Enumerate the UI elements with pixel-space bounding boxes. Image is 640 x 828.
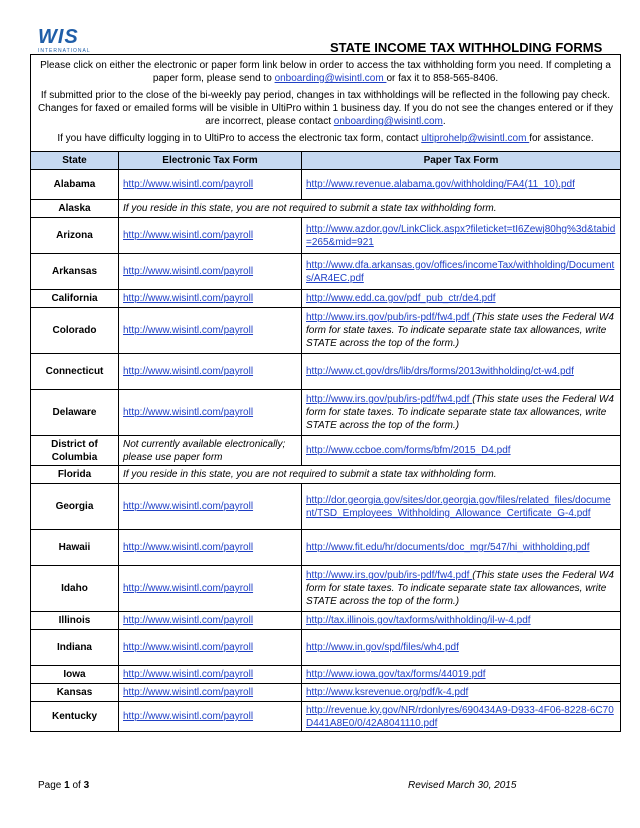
paper-form-cell bbox=[302, 390, 621, 436]
table-row bbox=[31, 436, 621, 466]
federal-w4-note: (This state uses the Federal W4 form for state taxes. To indicate separate state tax allowances, write STATE across the top of the form.) bbox=[306, 312, 614, 349]
electronic-form-link[interactable]: http://www.wisintl.com/payroll bbox=[123, 366, 254, 377]
paper-form-cell bbox=[302, 354, 621, 390]
paper-form-cell bbox=[302, 218, 621, 254]
state-name: Arizona bbox=[31, 218, 119, 254]
paper-form-cell bbox=[302, 530, 621, 566]
paper-form-cell bbox=[302, 630, 621, 666]
onboarding-email-link-2[interactable]: onboarding@wisintl.com bbox=[333, 116, 443, 127]
electronic-form-cell bbox=[119, 612, 302, 630]
electronic-form-cell bbox=[119, 290, 302, 308]
table-row bbox=[31, 530, 621, 566]
state-name: Iowa bbox=[31, 666, 119, 684]
state-name: Alabama bbox=[31, 170, 119, 200]
intro-paragraph-2: If submitted prior to the close of the bi-weekly pay period, changes in tax withholdings will be reflected in the following pay check. Changes for faxed or emailed forms will be visible in UltiPro within 1 business day. If you do not see the changes entered or if they are incorrect, please contact onboarding@wisintl.com. bbox=[37, 90, 614, 127]
electronic-form-link[interactable]: http://www.wisintl.com/payroll bbox=[123, 293, 254, 304]
electronic-form-cell bbox=[119, 308, 302, 354]
intro-paragraph-3: If you have difficulty logging in to UltiPro to access the electronic tax form, contact ultiprohelp@wisintl.com for assistance. bbox=[57, 133, 594, 144]
table-row bbox=[31, 290, 621, 308]
paper-form-cell bbox=[302, 612, 621, 630]
paper-form-link[interactable]: http://www.fit.edu/hr/documents/doc_mgr/547/hi_withholding.pdf bbox=[306, 542, 590, 553]
paper-form-link[interactable]: http://dor.georgia.gov/sites/dor.georgia.gov/files/related_files/document/TSD_Employees_Withholding_Allowance_Certificate_G-4.pdf bbox=[306, 494, 611, 519]
electronic-form-link[interactable]: http://www.wisintl.com/payroll bbox=[123, 669, 254, 680]
state-name: Hawaii bbox=[31, 530, 119, 566]
paper-form-cell bbox=[302, 308, 621, 354]
no-form-required-note: If you reside in this state, you are not required to submit a state tax withholding form. bbox=[119, 466, 621, 484]
table-row bbox=[31, 666, 621, 684]
paper-form-cell bbox=[302, 170, 621, 200]
electronic-form-link[interactable]: http://www.wisintl.com/payroll bbox=[123, 501, 254, 512]
ultiprohelp-email-link[interactable]: ultiprohelp@wisintl.com bbox=[421, 133, 530, 144]
federal-w4-note: (This state uses the Federal W4 form for state taxes. To indicate separate state tax allowances, write STATE across the top of the form.) bbox=[306, 394, 614, 431]
electronic-form-link[interactable]: http://www.wisintl.com/payroll bbox=[123, 642, 254, 653]
paper-form-link[interactable]: http://www.irs.gov/pub/irs-pdf/fw4.pdf bbox=[306, 394, 473, 405]
state-name: Kansas bbox=[31, 684, 119, 702]
paper-form-cell bbox=[302, 684, 621, 702]
paper-form-link[interactable]: http://www.irs.gov/pub/irs-pdf/fw4.pdf bbox=[306, 570, 473, 581]
state-name: Georgia bbox=[31, 484, 119, 530]
paper-form-link[interactable]: http://www.edd.ca.gov/pdf_pub_ctr/de4.pdf bbox=[306, 293, 496, 304]
electronic-form-cell bbox=[119, 566, 302, 612]
electronic-form-link[interactable]: http://www.wisintl.com/payroll bbox=[123, 230, 254, 241]
electronic-form-cell bbox=[119, 702, 302, 732]
header-state: State bbox=[31, 152, 119, 170]
paper-form-link[interactable]: http://www.iowa.gov/tax/forms/44019.pdf bbox=[306, 669, 486, 680]
state-name: Arkansas bbox=[31, 254, 119, 290]
intro-row bbox=[31, 55, 621, 152]
electronic-form-link[interactable]: http://www.wisintl.com/payroll bbox=[123, 179, 254, 190]
paper-form-cell bbox=[302, 702, 621, 732]
table-row bbox=[31, 218, 621, 254]
electronic-form-cell bbox=[119, 484, 302, 530]
state-name: District of Columbia bbox=[31, 436, 119, 466]
state-name: Florida bbox=[31, 466, 119, 484]
electronic-form-cell bbox=[119, 630, 302, 666]
electronic-form-cell bbox=[119, 530, 302, 566]
electronic-form-cell bbox=[119, 684, 302, 702]
paper-form-link[interactable]: http://www.ccboe.com/forms/bfm/2015_D4.pdf bbox=[306, 445, 511, 456]
electronic-form-link[interactable]: http://www.wisintl.com/payroll bbox=[123, 266, 254, 277]
logo-text: WIS bbox=[38, 26, 79, 48]
electronic-form-cell bbox=[119, 666, 302, 684]
table-row bbox=[31, 630, 621, 666]
intro-paragraph-1: Please click on either the electronic or paper form link below in order to access the tax withholding form you need. If completing a paper form, please send to onboarding@wisintl.com or fax it to 858-565-8406. bbox=[40, 60, 611, 84]
table-row bbox=[31, 684, 621, 702]
electronic-form-link[interactable]: http://www.wisintl.com/payroll bbox=[123, 325, 254, 336]
paper-form-link[interactable]: http://www.dfa.arkansas.gov/offices/incomeTax/withholding/Documents/AR4EC.pdf bbox=[306, 259, 615, 284]
state-name: Connecticut bbox=[31, 354, 119, 390]
paper-form-cell bbox=[302, 666, 621, 684]
table-row bbox=[31, 566, 621, 612]
electronic-form-cell bbox=[119, 354, 302, 390]
paper-form-link[interactable]: http://www.revenue.alabama.gov/withholding/FA4(11_10).pdf bbox=[306, 179, 575, 190]
electronic-unavailable-note: Not currently available electronically; please use paper form bbox=[119, 436, 302, 466]
paper-form-link[interactable]: http://www.ct.gov/drs/lib/drs/forms/2013withholding/ct-w4.pdf bbox=[306, 366, 574, 377]
header-electronic: Electronic Tax Form bbox=[119, 152, 302, 170]
electronic-form-link[interactable]: http://www.wisintl.com/payroll bbox=[123, 615, 254, 626]
paper-form-link[interactable]: http://www.in.gov/spd/files/wh4.pdf bbox=[306, 642, 459, 653]
paper-form-link[interactable]: http://revenue.ky.gov/NR/rdonlyres/690434A9-D933-4F06-8228-6C70D441A8E0/0/42A8041110.pdf bbox=[306, 704, 614, 729]
header-paper: Paper Tax Form bbox=[302, 152, 621, 170]
table-row bbox=[31, 390, 621, 436]
paper-form-link[interactable]: http://www.ksrevenue.org/pdf/k-4.pdf bbox=[306, 687, 469, 698]
state-name: Kentucky bbox=[31, 702, 119, 732]
table-row bbox=[31, 612, 621, 630]
state-name: Idaho bbox=[31, 566, 119, 612]
table-row bbox=[31, 254, 621, 290]
paper-form-cell bbox=[302, 436, 621, 466]
logo-subtext: INTERNATIONAL bbox=[38, 48, 91, 54]
table-row bbox=[31, 702, 621, 732]
electronic-form-cell bbox=[119, 218, 302, 254]
state-name: Delaware bbox=[31, 390, 119, 436]
state-name: Indiana bbox=[31, 630, 119, 666]
table-row bbox=[31, 308, 621, 354]
electronic-form-cell bbox=[119, 254, 302, 290]
electronic-form-link[interactable]: http://www.wisintl.com/payroll bbox=[123, 583, 254, 594]
revised-date: Revised March 30, 2015 bbox=[408, 780, 517, 791]
table-row bbox=[31, 466, 621, 484]
electronic-form-link[interactable]: http://www.wisintl.com/payroll bbox=[123, 687, 254, 698]
page-number: Page 1 of 3 bbox=[38, 780, 90, 791]
paper-form-cell bbox=[302, 254, 621, 290]
tax-forms-table bbox=[30, 54, 621, 732]
state-name: Colorado bbox=[31, 308, 119, 354]
table-row bbox=[31, 354, 621, 390]
electronic-form-link[interactable]: http://www.wisintl.com/payroll bbox=[123, 407, 254, 418]
paper-form-link[interactable]: http://www.irs.gov/pub/irs-pdf/fw4.pdf bbox=[306, 312, 473, 323]
no-form-required-note: If you reside in this state, you are not required to submit a state tax withholding form. bbox=[119, 200, 621, 218]
paper-form-cell bbox=[302, 290, 621, 308]
state-name: California bbox=[31, 290, 119, 308]
electronic-form-link[interactable]: http://www.wisintl.com/payroll bbox=[123, 542, 254, 553]
paper-form-link[interactable]: http://tax.illinois.gov/taxforms/withholding/il-w-4.pdf bbox=[306, 615, 531, 626]
table-row bbox=[31, 200, 621, 218]
table-header-row bbox=[31, 152, 621, 170]
paper-form-cell bbox=[302, 484, 621, 530]
electronic-form-cell bbox=[119, 390, 302, 436]
table-row bbox=[31, 484, 621, 530]
state-name: Illinois bbox=[31, 612, 119, 630]
page-title: STATE INCOME TAX WITHHOLDING FORMS bbox=[330, 40, 603, 55]
electronic-form-cell bbox=[119, 170, 302, 200]
electronic-form-link[interactable]: http://www.wisintl.com/payroll bbox=[123, 711, 254, 722]
federal-w4-note: (This state uses the Federal W4 form for state taxes. To indicate separate state tax allowances, write STATE across the top of the form.) bbox=[306, 570, 614, 607]
onboarding-email-link[interactable]: onboarding@wisintl.com bbox=[274, 73, 387, 84]
paper-form-cell bbox=[302, 566, 621, 612]
table-row bbox=[31, 170, 621, 200]
paper-form-link[interactable]: http://www.azdor.gov/LinkClick.aspx?fileticket=tI6Zewj80hg%3d&tabid=265&mid=921 bbox=[306, 223, 616, 248]
state-name: Alaska bbox=[31, 200, 119, 218]
company-logo bbox=[38, 28, 92, 54]
